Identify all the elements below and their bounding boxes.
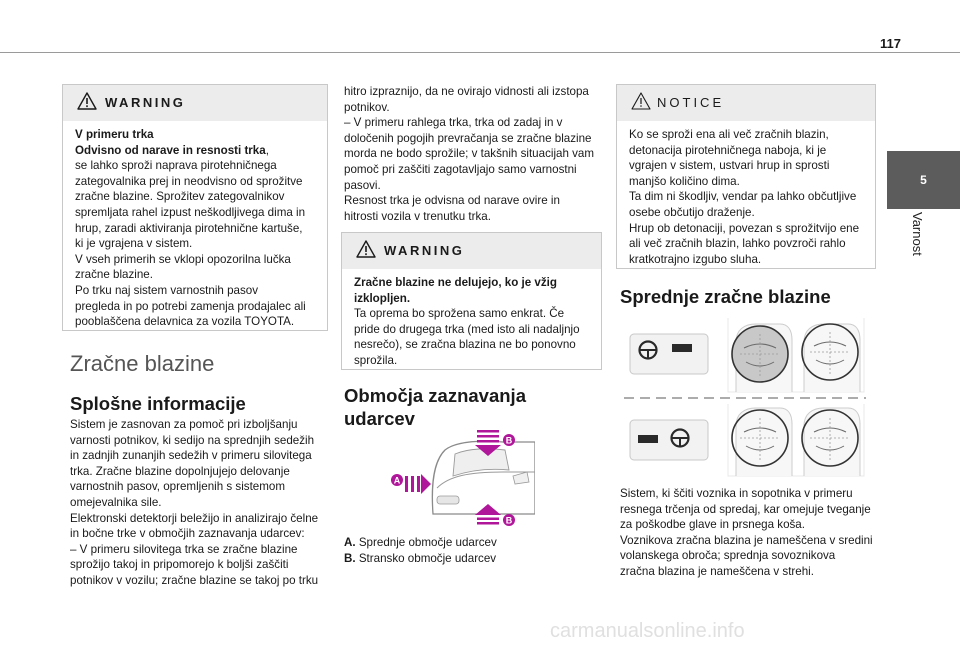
legend-item <box>344 551 606 567</box>
text-line: – V primeru rahlega trka, trka od zadaj in v <box>344 116 563 130</box>
warning-line: sprožila. <box>354 353 398 367</box>
warning-line: V vseh primerih se vklopi opozorilna lučka <box>75 252 291 266</box>
text-line: za poškodbe glave in prsnega koša. <box>620 518 805 532</box>
airbag-seat-driver <box>802 408 860 476</box>
text-line: – V primeru silovitega trka se zračne blazine <box>70 542 298 556</box>
warning-body <box>75 127 319 330</box>
car-grille <box>437 496 459 504</box>
text-line: Sistem, ki ščiti voznika in sopotnika v primeru <box>620 487 853 500</box>
warning-header <box>342 233 601 269</box>
section-title: Zračne blazine <box>70 351 215 376</box>
continued-text <box>344 84 606 224</box>
notice-line: kratkotrajno izgubo sluha. <box>629 252 762 266</box>
warning-heading: WARNING <box>105 95 186 110</box>
warning-line: pregleda in po potrebi zamenja prodajalec ali <box>75 299 306 313</box>
title-line: udarcev <box>344 408 415 429</box>
warning-bold-suffix: , <box>265 143 269 157</box>
warning-bold-line: Zračne blazine ne delujejo, ko je vžig <box>354 276 557 289</box>
text-line: volanskega obroča; sprednja sovoznikova <box>620 549 836 563</box>
panel-right-hand-drive <box>630 404 864 476</box>
impact-zones-title <box>344 384 526 430</box>
text-line: Voznikova zračna blazina je nameščena v sredini <box>620 533 873 547</box>
notice-line: ali več zračnih blazin, lahko povzroči rahlo <box>629 237 846 251</box>
label-b-top: B <box>505 435 513 446</box>
warning-bold-line: izklopljen. <box>354 291 411 305</box>
text-line: Elektronski detektorji beležijo in analizirajo čelne <box>70 511 319 525</box>
text-line: hitro izpraznijo, da ne ovirajo vidnosti ali izstopa <box>344 85 589 98</box>
text-line: potnikov. <box>344 100 390 114</box>
warning-line: zategovalnika prej in neodvisno od sprožitve <box>75 174 303 188</box>
legend-text: Stransko območje udarcev <box>358 551 497 565</box>
text-line: zračna blazina je nameščena v strehi. <box>620 564 814 578</box>
title-line: Območja zaznavanja <box>344 385 526 406</box>
warning-line: hrup, zaradi aktiviranja pirotehnične kartuše, <box>75 221 303 235</box>
text-line: in bočne trke v območjih zaznavanja udarcev: <box>70 527 305 541</box>
header-rule <box>0 52 960 53</box>
notice-line: Ko se sproži ena ali več zračnih blazin, <box>629 128 829 141</box>
text-line: trka. Zračne blazine dopolnjujejo delovanje <box>70 464 290 478</box>
chapter-tab-label: Varnost <box>910 212 925 256</box>
notice-heading: NOTICE <box>657 95 725 110</box>
warning-bold-line: Odvisno od narave in resnosti trka <box>75 143 266 157</box>
text-line: Sistem je zasnovan za pomoč pri izboljšanju <box>70 418 298 431</box>
warning-line: ki je vgrajena v sistem. <box>75 237 193 251</box>
warning-heading: WARNING <box>384 243 465 258</box>
label-a: A <box>393 475 401 486</box>
airbag-seat-passenger <box>802 324 860 392</box>
notice-line: osebe občutijo draženje. <box>629 205 755 219</box>
general-info-text <box>70 417 332 589</box>
front-airbags-text <box>620 486 882 580</box>
text-line: Resnost trka je odvisna od narave ovire in <box>344 194 560 208</box>
warning-triangle-icon <box>356 240 376 258</box>
text-line: pomoč pri zaščiti zagotavljajo samo varnostni <box>344 162 577 176</box>
notice-line: Ta dim ni škodljiv, vendar pa lahko občutljive <box>629 190 857 204</box>
warning-line: nesrečo), se zračna blazina ne bo ponovno <box>354 338 576 352</box>
warning-line: zračne blazine. Sprožitev zategovalnikov <box>75 190 285 204</box>
notice-body <box>629 127 867 267</box>
text-line: sprožijo takoj in pripomorejo k boljši zaščiti <box>70 558 289 572</box>
text-line: varnostnih pasov, opremljenih s sistemom <box>70 480 286 494</box>
notice-triangle-icon <box>631 92 651 110</box>
warning-line: spremljata rahel izpust neškodljivega dima in <box>75 205 306 219</box>
notice-line: detonacija pirotehničnega naboja, ki je <box>629 143 827 157</box>
notice-header <box>617 85 875 121</box>
notice-line: manjšo količino dima. <box>629 174 740 188</box>
text-line: morda ne bodo sprožile; v takšnih situacijah vam <box>344 147 595 161</box>
warning-line: Po trku naj sistem varnostnih pasov <box>75 283 259 297</box>
chapter-tab-number: 5 <box>920 173 927 187</box>
warning-triangle-icon <box>77 92 97 110</box>
warning-line: se lahko sproži naprava pirotehničnega <box>75 159 277 173</box>
panel-left-hand-drive <box>630 318 864 392</box>
chapter-tab-label-wrap <box>910 212 937 292</box>
text-line: pasovi. <box>344 178 381 192</box>
warning-line: Ta oprema bo sprožena samo enkrat. Če <box>354 307 565 321</box>
notice-line: Hrup ob detonaciji, povezan s sprožitvijo ene <box>629 221 860 235</box>
warning-line: zračne blazine. <box>75 268 153 282</box>
legend-item <box>344 535 606 551</box>
text-line: potnikov v vozilu; zračne blazine se takoj po trku <box>70 573 319 587</box>
front-airbags-diagram <box>620 312 870 478</box>
text-line: omejevalnika sile. <box>70 495 162 509</box>
front-airbags-title: Sprednje zračne blazine <box>620 286 831 307</box>
general-info-title: Splošne informacije <box>70 393 246 414</box>
legend-key: B. <box>344 551 356 565</box>
text-line: resnega trčenja od spredaj, kar omejuje tveganje <box>620 502 871 516</box>
front-impact-zone-a <box>405 474 431 494</box>
notice-box <box>616 84 876 269</box>
text-line: hitrosti vozila v trenutku trka. <box>344 209 491 223</box>
warning-bold-line-wrap <box>75 143 319 159</box>
warning-body <box>354 275 593 369</box>
warning-box-crash <box>62 84 328 331</box>
label-b-bottom: B <box>505 515 513 526</box>
airbag-seat-driver <box>732 324 792 392</box>
warning-header <box>63 85 327 121</box>
airbag-seat-passenger <box>732 408 792 476</box>
warning-box-ignition <box>341 232 602 370</box>
text-line: določenih pogojih prevračanja se zračne blazine <box>344 131 592 145</box>
warning-line: pooblaščena delavnica za vozila TOYOTA. <box>75 315 295 329</box>
watermark: carmanualsonline.info <box>550 620 745 642</box>
warning-line: pride do drugega trka (med isto ali nadaljnjo <box>354 322 580 336</box>
text-line: in zadnjih zunanjih sedežih v primeru silovitega <box>70 449 312 463</box>
impact-zones-legend <box>344 535 606 566</box>
notice-line: vgrajen v sistem, ustvari hrup in sprosti <box>629 159 830 173</box>
page-number: 117 <box>880 36 901 51</box>
impact-zones-diagram <box>385 426 535 526</box>
text-line: varnosti potnikov, ki sedijo na sprednjih sedežih <box>70 433 315 447</box>
dashboard-panel-icon <box>672 344 692 352</box>
legend-key: A. <box>344 536 356 549</box>
legend-text: Sprednje območje udarcev <box>358 536 497 549</box>
dashboard-panel-icon <box>638 435 658 443</box>
warning-bold-line: V primeru trka <box>75 128 154 141</box>
